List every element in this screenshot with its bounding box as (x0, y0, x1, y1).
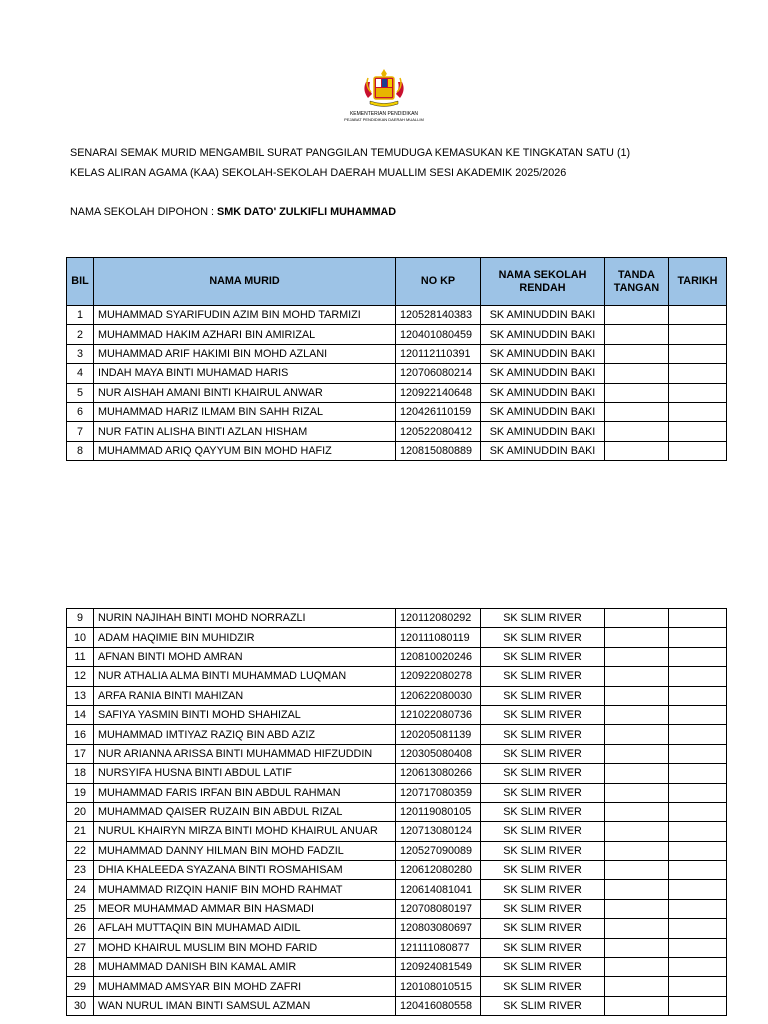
cell-no-kp: 120922140648 (396, 383, 481, 402)
cell-tanda-tangan (605, 725, 669, 744)
table-row (67, 861, 727, 880)
table-row (67, 841, 727, 860)
student-table-page-1 (66, 257, 727, 461)
cell-bil: 11 (67, 647, 94, 666)
cell-tanda-tangan (605, 841, 669, 860)
cell-nama-murid: MUHAMMAD RIZQIN HANIF BIN MOHD RAHMAT (94, 880, 396, 899)
cell-bil: 20 (67, 802, 94, 821)
cell-nama-murid: INDAH MAYA BINTI MUHAMAD HARIS (94, 364, 396, 383)
cell-nama-murid: MUHAMMAD AMSYAR BIN MOHD ZAFRI (94, 977, 396, 996)
table-row (67, 686, 727, 705)
coat-of-arms-icon (360, 68, 408, 110)
cell-nama-sekolah: SK SLIM RIVER (481, 899, 605, 918)
cell-tanda-tangan (605, 441, 669, 460)
cell-no-kp: 120112080292 (396, 609, 481, 628)
cell-nama-sekolah: SK SLIM RIVER (481, 841, 605, 860)
table-row (67, 628, 727, 647)
cell-tanda-tangan (605, 609, 669, 628)
table-row (67, 667, 727, 686)
cell-tarikh (669, 325, 727, 344)
table-row (67, 822, 727, 841)
cell-nama-sekolah: SK SLIM RIVER (481, 705, 605, 724)
cell-tarikh (669, 306, 727, 325)
cell-tarikh (669, 383, 727, 402)
cell-no-kp: 120305080408 (396, 744, 481, 763)
cell-nama-murid: MUHAMMAD ARIF HAKIMI BIN MOHD AZLANI (94, 344, 396, 363)
table-row (67, 441, 727, 460)
cell-nama-sekolah: SK AMINUDDIN BAKI (481, 383, 605, 402)
cell-tarikh (669, 938, 727, 957)
document-title-line-1: SENARAI SEMAK MURID MENGAMBIL SURAT PANGGILAN TEMUDUGA KEMASUKAN KE TINGKATAN SATU (1) (70, 147, 631, 159)
cell-tarikh (669, 705, 727, 724)
cell-nama-murid: AFNAN BINTI MOHD AMRAN (94, 647, 396, 666)
header-nama-sekolah-rendah: NAMA SEKOLAH RENDAH (481, 258, 605, 306)
cell-no-kp: 120108010515 (396, 977, 481, 996)
cell-tarikh (669, 802, 727, 821)
cell-nama-murid: ADAM HAQIMIE BIN MUHIDZIR (94, 628, 396, 647)
cell-nama-sekolah: SK SLIM RIVER (481, 647, 605, 666)
cell-nama-sekolah: SK SLIM RIVER (481, 880, 605, 899)
cell-tarikh (669, 402, 727, 421)
cell-tanda-tangan (605, 402, 669, 421)
cell-tarikh (669, 822, 727, 841)
cell-tarikh (669, 344, 727, 363)
cell-nama-murid: WAN NURUL IMAN BINTI SAMSUL AZMAN (94, 996, 396, 1015)
cell-nama-murid: NUR ARIANNA ARISSA BINTI MUHAMMAD HIFZUDDIN (94, 744, 396, 763)
cell-no-kp: 120622080030 (396, 686, 481, 705)
cell-bil: 3 (67, 344, 94, 363)
cell-tanda-tangan (605, 958, 669, 977)
cell-no-kp: 120119080105 (396, 802, 481, 821)
table-row (67, 996, 727, 1015)
cell-nama-sekolah: SK SLIM RIVER (481, 977, 605, 996)
cell-nama-sekolah: SK AMINUDDIN BAKI (481, 364, 605, 383)
cell-no-kp: 120708080197 (396, 899, 481, 918)
cell-bil: 9 (67, 609, 94, 628)
cell-nama-murid: MUHAMMAD DANISH BIN KAMAL AMIR (94, 958, 396, 977)
cell-tarikh (669, 899, 727, 918)
cell-nama-sekolah: SK SLIM RIVER (481, 686, 605, 705)
cell-nama-sekolah: SK SLIM RIVER (481, 861, 605, 880)
cell-no-kp: 121022080736 (396, 705, 481, 724)
cell-nama-sekolah: SK SLIM RIVER (481, 919, 605, 938)
cell-nama-sekolah: SK AMINUDDIN BAKI (481, 344, 605, 363)
cell-nama-murid: MOHD KHAIRUL MUSLIM BIN MOHD FARID (94, 938, 396, 957)
cell-no-kp: 120401080459 (396, 325, 481, 344)
table-row (67, 325, 727, 344)
cell-no-kp: 120111080119 (396, 628, 481, 647)
cell-no-kp: 120522080412 (396, 422, 481, 441)
cell-tarikh (669, 958, 727, 977)
header-nama-murid: NAMA MURID (94, 258, 396, 306)
cell-tarikh (669, 996, 727, 1015)
cell-bil: 16 (67, 725, 94, 744)
cell-nama-sekolah: SK SLIM RIVER (481, 744, 605, 763)
table-body-page-1 (67, 306, 727, 461)
cell-bil: 2 (67, 325, 94, 344)
school-name: SMK DATO' ZULKIFLI MUHAMMAD (217, 206, 397, 218)
cell-nama-murid: MUHAMMAD FARIS IRFAN BIN ABDUL RAHMAN (94, 783, 396, 802)
header-no-kp: NO KP (396, 258, 481, 306)
cell-nama-murid: MUHAMMAD HAKIM AZHARI BIN AMIRIZAL (94, 325, 396, 344)
cell-bil: 25 (67, 899, 94, 918)
cell-no-kp: 120426110159 (396, 402, 481, 421)
cell-nama-sekolah: SK SLIM RIVER (481, 667, 605, 686)
cell-tarikh (669, 861, 727, 880)
cell-tanda-tangan (605, 977, 669, 996)
cell-bil: 29 (67, 977, 94, 996)
cell-bil: 17 (67, 744, 94, 763)
cell-tanda-tangan (605, 306, 669, 325)
school-applied-line (70, 206, 396, 219)
cell-nama-murid: MUHAMMAD HARIZ ILMAM BIN SAHH RIZAL (94, 402, 396, 421)
cell-tarikh (669, 686, 727, 705)
cell-tanda-tangan (605, 919, 669, 938)
cell-nama-murid: SAFIYA YASMIN BINTI MOHD SHAHIZAL (94, 705, 396, 724)
table-header-row (67, 258, 727, 306)
table-row (67, 783, 727, 802)
school-label: NAMA SEKOLAH DIPOHON : (70, 206, 217, 218)
table-row (67, 764, 727, 783)
cell-bil: 6 (67, 402, 94, 421)
cell-no-kp: 120706080214 (396, 364, 481, 383)
cell-tanda-tangan (605, 861, 669, 880)
cell-bil: 23 (67, 861, 94, 880)
cell-tarikh (669, 977, 727, 996)
district-office-name: PEJABAT PENDIDIKAN DAERAH MUALLIM (344, 117, 424, 122)
cell-tarikh (669, 764, 727, 783)
table-row (67, 364, 727, 383)
cell-bil: 10 (67, 628, 94, 647)
table-row (67, 725, 727, 744)
cell-no-kp: 120416080558 (396, 996, 481, 1015)
cell-nama-sekolah: SK AMINUDDIN BAKI (481, 441, 605, 460)
cell-no-kp: 120614081041 (396, 880, 481, 899)
cell-no-kp: 120612080280 (396, 861, 481, 880)
cell-nama-sekolah: SK SLIM RIVER (481, 628, 605, 647)
cell-nama-murid: NUR AISHAH AMANI BINTI KHAIRUL ANWAR (94, 383, 396, 402)
cell-nama-murid: ARFA RANIA BINTI MAHIZAN (94, 686, 396, 705)
cell-nama-sekolah: SK SLIM RIVER (481, 725, 605, 744)
cell-no-kp: 120528140383 (396, 306, 481, 325)
cell-nama-sekolah: SK AMINUDDIN BAKI (481, 325, 605, 344)
cell-nama-murid: MUHAMMAD IMTIYAZ RAZIQ BIN ABD AZIZ (94, 725, 396, 744)
cell-tarikh (669, 647, 727, 666)
cell-tanda-tangan (605, 880, 669, 899)
cell-no-kp: 120527090089 (396, 841, 481, 860)
cell-nama-sekolah: SK SLIM RIVER (481, 822, 605, 841)
cell-nama-murid: NUR FATIN ALISHA BINTI AZLAN HISHAM (94, 422, 396, 441)
cell-tanda-tangan (605, 899, 669, 918)
cell-tanda-tangan (605, 628, 669, 647)
cell-nama-murid: MEOR MUHAMMAD AMMAR BIN HASMADI (94, 899, 396, 918)
table-row (67, 880, 727, 899)
cell-tarikh (669, 667, 727, 686)
cell-no-kp: 120924081549 (396, 958, 481, 977)
cell-tanda-tangan (605, 364, 669, 383)
cell-bil: 14 (67, 705, 94, 724)
cell-tanda-tangan (605, 383, 669, 402)
header-tarikh: TARIKH (669, 258, 727, 306)
cell-tarikh (669, 880, 727, 899)
table-row (67, 802, 727, 821)
cell-nama-sekolah: SK AMINUDDIN BAKI (481, 306, 605, 325)
table-row (67, 306, 727, 325)
table-row (67, 977, 727, 996)
cell-nama-murid: DHIA KHALEEDA SYAZANA BINTI ROSMAHISAM (94, 861, 396, 880)
table-row (67, 383, 727, 402)
header-bil: BIL (67, 258, 94, 306)
cell-nama-murid: NURIN NAJIHAH BINTI MOHD NORRAZLI (94, 609, 396, 628)
cell-nama-sekolah: SK SLIM RIVER (481, 764, 605, 783)
cell-no-kp: 120803080697 (396, 919, 481, 938)
cell-bil: 19 (67, 783, 94, 802)
cell-tarikh (669, 919, 727, 938)
cell-tanda-tangan (605, 647, 669, 666)
cell-tanda-tangan (605, 783, 669, 802)
cell-bil: 13 (67, 686, 94, 705)
table-row (67, 422, 727, 441)
cell-nama-sekolah: SK SLIM RIVER (481, 958, 605, 977)
cell-bil: 30 (67, 996, 94, 1015)
cell-nama-sekolah: SK SLIM RIVER (481, 802, 605, 821)
cell-tarikh (669, 441, 727, 460)
cell-nama-murid: MUHAMMAD ARIQ QAYYUM BIN MOHD HAFIZ (94, 441, 396, 460)
cell-tarikh (669, 841, 727, 860)
cell-tarikh (669, 725, 727, 744)
table-row (67, 647, 727, 666)
cell-tanda-tangan (605, 325, 669, 344)
cell-no-kp: 120815080889 (396, 441, 481, 460)
student-table-page-2 (66, 608, 727, 1016)
cell-nama-sekolah: SK SLIM RIVER (481, 938, 605, 957)
cell-tanda-tangan (605, 764, 669, 783)
cell-tarikh (669, 744, 727, 763)
cell-no-kp: 120713080124 (396, 822, 481, 841)
cell-no-kp: 121111080877 (396, 938, 481, 957)
cell-tarikh (669, 422, 727, 441)
cell-nama-murid: NURUL KHAIRYN MIRZA BINTI MOHD KHAIRUL ANUAR (94, 822, 396, 841)
cell-bil: 12 (67, 667, 94, 686)
cell-bil: 28 (67, 958, 94, 977)
cell-tanda-tangan (605, 802, 669, 821)
cell-tanda-tangan (605, 938, 669, 957)
cell-bil: 21 (67, 822, 94, 841)
cell-bil: 7 (67, 422, 94, 441)
table-row (67, 919, 727, 938)
cell-bil: 18 (67, 764, 94, 783)
header-tanda-tangan: TANDA TANGAN (605, 258, 669, 306)
table-row (67, 744, 727, 763)
cell-nama-sekolah: SK SLIM RIVER (481, 783, 605, 802)
cell-bil: 26 (67, 919, 94, 938)
cell-bil: 24 (67, 880, 94, 899)
cell-tanda-tangan (605, 996, 669, 1015)
table-row (67, 938, 727, 957)
cell-no-kp: 120205081139 (396, 725, 481, 744)
cell-tanda-tangan (605, 667, 669, 686)
cell-no-kp: 120810020246 (396, 647, 481, 666)
cell-tarikh (669, 628, 727, 647)
cell-nama-murid: NURSYIFA HUSNA BINTI ABDUL LATIF (94, 764, 396, 783)
cell-bil: 27 (67, 938, 94, 957)
cell-tanda-tangan (605, 422, 669, 441)
cell-nama-sekolah: SK SLIM RIVER (481, 996, 605, 1015)
table-row (67, 609, 727, 628)
cell-nama-sekolah: SK SLIM RIVER (481, 609, 605, 628)
cell-no-kp: 120717080359 (396, 783, 481, 802)
cell-bil: 5 (67, 383, 94, 402)
cell-no-kp: 120112110391 (396, 344, 481, 363)
cell-nama-murid: MUHAMMAD QAISER RUZAIN BIN ABDUL RIZAL (94, 802, 396, 821)
cell-tarikh (669, 609, 727, 628)
table-body-page-2 (67, 609, 727, 1016)
ministry-name: KEMENTERIAN PENDIDIKAN (349, 111, 419, 117)
table-row (67, 705, 727, 724)
cell-nama-murid: AFLAH MUTTAQIN BIN MUHAMAD AIDIL (94, 919, 396, 938)
cell-no-kp: 120922080278 (396, 667, 481, 686)
cell-nama-sekolah: SK AMINUDDIN BAKI (481, 422, 605, 441)
cell-nama-sekolah: SK AMINUDDIN BAKI (481, 402, 605, 421)
document-title-line-2: KELAS ALIRAN AGAMA (KAA) SEKOLAH-SEKOLAH DAERAH MUALLIM SESI AKADEMIK 2025/2026 (70, 167, 567, 179)
table-row (67, 958, 727, 977)
cell-nama-murid: NUR ATHALIA ALMA BINTI MUHAMMAD LUQMAN (94, 667, 396, 686)
table-row (67, 402, 727, 421)
cell-tarikh (669, 364, 727, 383)
cell-tanda-tangan (605, 744, 669, 763)
cell-tanda-tangan (605, 822, 669, 841)
cell-nama-murid: MUHAMMAD DANNY HILMAN BIN MOHD FADZIL (94, 841, 396, 860)
cell-bil: 1 (67, 306, 94, 325)
table-row (67, 344, 727, 363)
cell-nama-murid: MUHAMMAD SYARIFUDIN AZIM BIN MOHD TARMIZI (94, 306, 396, 325)
ministry-logo (336, 68, 432, 124)
cell-bil: 22 (67, 841, 94, 860)
table-row (67, 899, 727, 918)
cell-bil: 4 (67, 364, 94, 383)
cell-bil: 8 (67, 441, 94, 460)
cell-tanda-tangan (605, 686, 669, 705)
cell-tanda-tangan (605, 344, 669, 363)
cell-tanda-tangan (605, 705, 669, 724)
cell-tarikh (669, 783, 727, 802)
cell-no-kp: 120613080266 (396, 764, 481, 783)
